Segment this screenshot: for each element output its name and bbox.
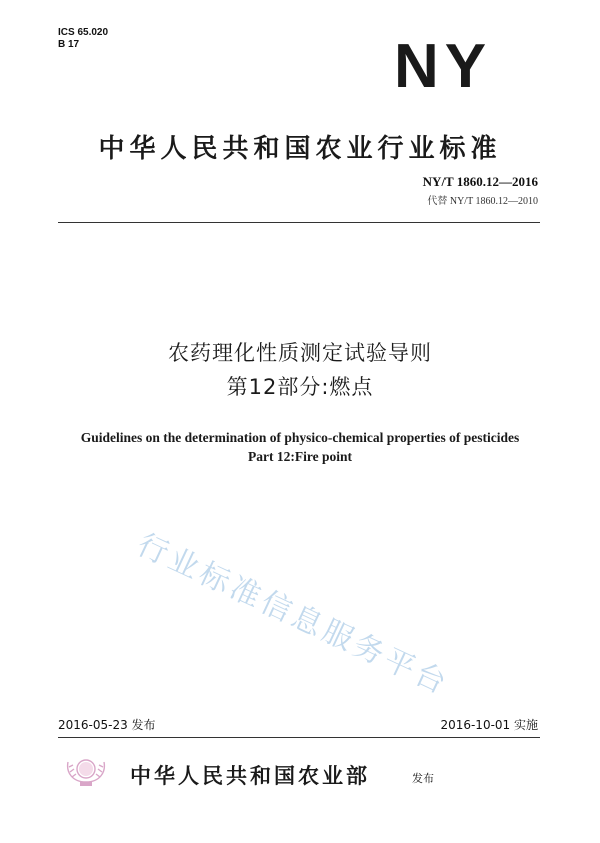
- english-title-line-2: Part 12:Fire point: [248, 449, 352, 464]
- ics-code: ICS 65.020: [58, 27, 109, 38]
- effective-date: 2016-10-01 实施: [440, 718, 538, 732]
- issued-date: 2016-05-23 发布: [58, 718, 156, 732]
- footer-divider: [58, 737, 540, 738]
- issue-label: 发布: [412, 772, 434, 785]
- standard-code: NY/T 1860.12—2016: [422, 174, 538, 189]
- english-title-line-1: Guidelines on the determination of physico-chemical properties of pesticides: [80, 430, 520, 445]
- ics-classification: [58, 27, 108, 51]
- replaces-standard: 代替 NY/T 1860.12—2010: [427, 196, 538, 207]
- ny-logo: NY: [394, 32, 493, 101]
- ccs-code: B 17: [58, 39, 80, 50]
- standard-category-title: 中华人民共和国农业行业标准: [98, 134, 502, 164]
- header-divider: [58, 222, 540, 223]
- watermark: 行业标准信息服务平台: [131, 527, 455, 703]
- chinese-title-line-2: 第12部分:燃点: [226, 375, 374, 399]
- chinese-title-line-1: 农药理化性质测定试验导则: [168, 341, 432, 365]
- issuing-ministry: 中华人民共和国农业部: [130, 764, 370, 788]
- ministry-emblem-icon: [62, 752, 110, 788]
